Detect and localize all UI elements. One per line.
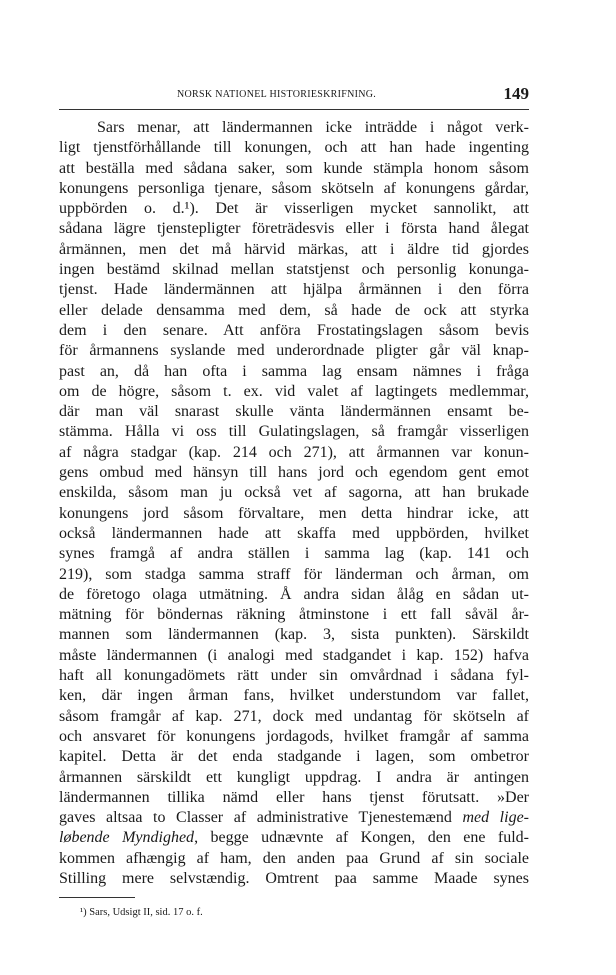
text-line: årmännen, men det må härvid märkas, att i äldre tid gjordes: [59, 240, 529, 258]
text-line: eller delade densamma med dem, så hade de ock att styrka: [59, 301, 529, 319]
text-line: haft all konungadömets rätt under sin omvårdnad i sådana fyl-: [59, 667, 529, 685]
text-line: enskilda, såsom man ju också vet af sagorna, att han brukade: [59, 484, 529, 502]
text-line: ligt tjenstförhållande till konungen, och att han hade ingenting: [59, 139, 529, 157]
text-line: tjenst. Hade ländermännen att hjälpa årmännen i den förra: [59, 281, 529, 299]
text-line: och ansvaret för konungens jordagods, hvilket framgår af samma: [59, 727, 529, 745]
text-line: sådana lägre tjenstepligter företrädesvis eller i första hand ålegat: [59, 220, 529, 238]
text-segment: , begge udnævnte af Kongen, den ene fuld-: [194, 829, 529, 847]
footnote: ¹) Sars, Udsigt II, sid. 17 o. f.: [80, 907, 203, 918]
text-line: för årmannens syslande med underordnade pligter går väl knap-: [59, 342, 529, 360]
italic-text: med lige-: [462, 809, 529, 827]
page-header: [59, 86, 529, 106]
text-line: kapitel. Detta är det enda stadgande i lagen, som ombetror: [59, 748, 529, 766]
text-line: [59, 808, 529, 828]
text-line: årmannen särskildt ett kungligt uppdrag. I andra är antingen: [59, 768, 529, 786]
text-line: synes framgå af andra ställen i samma lag (kap. 141 och: [59, 545, 529, 563]
running-title: NORSK NATIONEL HISTORIESKRIFNING.: [177, 89, 377, 100]
text-line: [59, 828, 529, 848]
text-line: mannen som ländermannen (kap. 3, sista punkten). Särskildt: [59, 626, 529, 644]
text-line: uppbörden o. d.¹). Det är visserligen mycket sannolikt, att: [59, 200, 529, 218]
text-line: om de högre, såsom t. ex. vid valet af lagtingets medlemmar,: [59, 382, 529, 400]
text-line: de företogo olaga utmätning. Å andra sidan ålåg en sådan ut-: [59, 585, 529, 603]
text-line: konungens personliga tjenare, såsom skötseln af konungens gårdar,: [59, 179, 529, 197]
text-line: ken, där ingen årman fans, hvilket understundom var fallet,: [59, 687, 529, 705]
text-line: 219), som stadga samma straff för länderman och årman, om: [59, 565, 529, 583]
text-line: såsom framgår af kap. 271, dock med undantag för skötseln af: [59, 707, 529, 725]
text-line: måste ländermannen (i analogi med stadgandet i kap. 152) hafva: [59, 646, 529, 664]
body-text: [59, 118, 529, 889]
text-segment: gaves altsaa to Classer af administrative Tjenestemænd: [59, 809, 463, 827]
text-line: Sars menar, att ländermannen icke inträdde i något verk-: [97, 119, 529, 136]
page-number: 149: [503, 84, 529, 103]
text-line: Stilling mere selvstændig. Omtrent paa samme Maade synes: [59, 869, 529, 887]
italic-text: løbende Myndighed: [59, 829, 195, 847]
text-line: stämma. Hålla vi oss till Gulatingslagen, så framgår visserligen: [59, 423, 529, 441]
text-line: konungens jord såsom förvaltare, men detta hindrar icke, att: [59, 504, 529, 522]
text-line: att beställa med sådana saker, som kunde stämpla honom såsom: [59, 159, 529, 177]
text-line: gens ombud med hänsyn till hans jord och egendom gent emot: [59, 464, 529, 482]
text-line: ländermannen tillika nämd eller hans tjenst förutsatt. »Der: [59, 788, 529, 806]
text-line: dem i den senare. Att anföra Frostatingslagen såsom bevis: [59, 321, 529, 339]
text-line: där man väl snarast skulle vänta ländermännen ensamt be-: [59, 403, 529, 421]
text-line: af några stadgar (kap. 214 och 271), att årmannen var konun-: [59, 443, 529, 461]
footnote-rule: [59, 897, 135, 898]
header-rule: [59, 109, 529, 110]
text-line: också ländermannen hade att skaffa med uppbörden, hvilket: [59, 524, 529, 542]
text-line: ingen bestämd skilnad mellan statstjenst och personlig konunga-: [59, 261, 529, 279]
text-line: mätning för böndernas räkning åtminstone i ett fall såväl år-: [59, 606, 529, 624]
text-line: kommen afhængig af ham, den anden paa Grund af sin sociale: [59, 849, 529, 867]
text-line: past an, då han ofta i samma lag ensam nämnes i fråga: [59, 362, 529, 380]
